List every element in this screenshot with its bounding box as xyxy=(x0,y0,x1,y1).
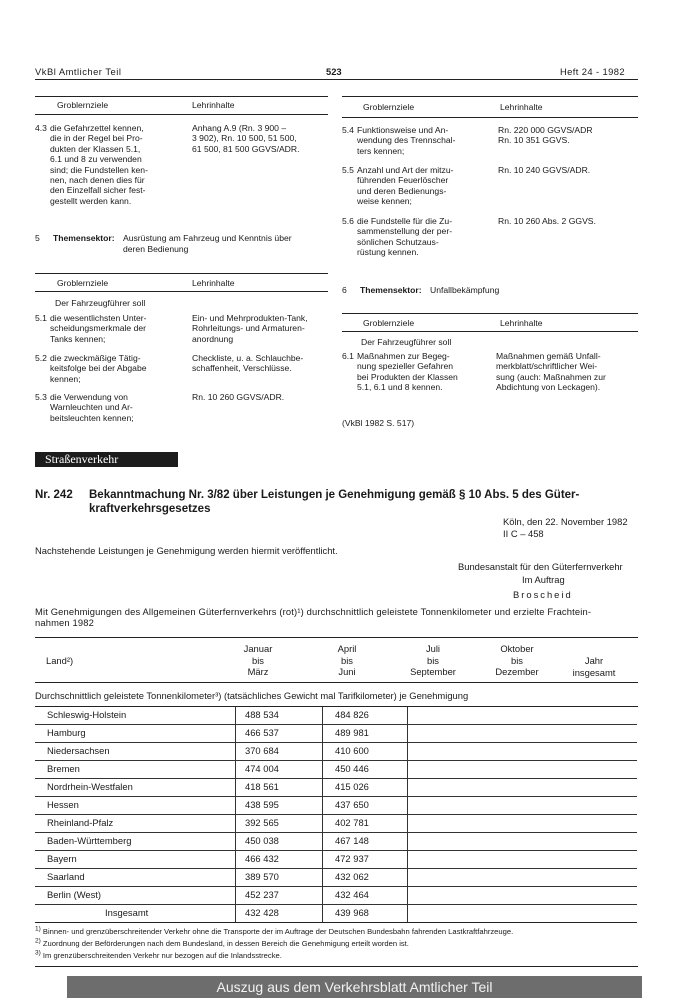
table-row xyxy=(35,887,637,905)
text-line: die in der Regel bei Pro- xyxy=(50,133,143,144)
text-line: nung spezieller Gefahren xyxy=(357,361,454,372)
column-divider xyxy=(322,869,323,886)
q2-cell: 415 026 xyxy=(335,781,369,792)
header-line: Januar xyxy=(243,643,273,654)
text-line: Anhang A.9 (Rn. 3 900 – xyxy=(192,123,287,133)
q1-cell: 370 684 xyxy=(245,745,279,756)
table-row xyxy=(35,797,637,815)
text-line: die Gefahrzettel kennen, xyxy=(50,123,144,133)
header-line: März xyxy=(247,666,269,677)
text-line: scheidungsmerkmale der xyxy=(50,323,147,334)
right2-head-inhalte: Lehrinhalte xyxy=(500,318,543,328)
text-line: Checkliste, u. a. Schlauchbe- xyxy=(192,353,304,363)
col-q2-header xyxy=(307,643,387,678)
item-4-3-content xyxy=(192,123,300,154)
right-head-ziele: Groblernziele xyxy=(363,102,415,112)
text-line: dukten der Klassen 5.1, xyxy=(50,143,141,154)
left-table-top-rule xyxy=(35,96,328,97)
notice-title-line: Bekanntmachung Nr. 3/82 über Leistungen je Genehmigung gemäß § 10 Abs. 5 des Güter- xyxy=(89,489,580,501)
text-line: Funktionsweise und An- xyxy=(357,125,449,135)
total-label: Insgesamt xyxy=(105,907,149,918)
q2-cell: 450 446 xyxy=(335,763,369,774)
land-cell: Baden-Württemberg xyxy=(47,835,132,846)
column-divider xyxy=(407,761,408,778)
item-number: 6 xyxy=(342,285,347,295)
column-divider xyxy=(322,797,323,814)
text-line: rüstung kennen. xyxy=(357,247,419,258)
column-divider xyxy=(322,707,323,724)
column-divider xyxy=(235,833,236,850)
text-line: Ein- und Mehrprodukten-Tank, xyxy=(192,313,308,323)
notice-title xyxy=(89,488,644,516)
text-line: sammenstellung der per- xyxy=(357,226,453,237)
col-year-header xyxy=(553,655,635,678)
table-section-label: Durchschnittlich geleistete Tonnenkilometer³) (tatsächliches Gewicht mal Tarifkilometer) je Genehmigung xyxy=(35,690,469,701)
item-number: 5.2 xyxy=(35,353,47,363)
notice-intro: Nachstehende Leistungen je Genehmigung werden hiermit veröffentlicht. xyxy=(35,545,338,556)
land-cell: Hessen xyxy=(47,799,79,810)
q1-cell: 452 237 xyxy=(245,889,279,900)
table-row xyxy=(35,779,637,797)
column-divider xyxy=(235,797,236,814)
footnote-text: Im grenzüberschreitenden Verkehr nur bezogen auf die Inlandsstrecke. xyxy=(42,951,282,960)
q2-cell: 437 650 xyxy=(335,799,369,810)
item-5-1-content xyxy=(192,313,308,344)
table-title-line: Mit Genehmigungen des Allgemeinen Güterfernverkehrs (rot)¹) durchschnittlich geleistete Tonnenkilometer und erzielte Frachtein- xyxy=(35,606,592,617)
column-divider xyxy=(407,725,408,742)
table-row xyxy=(35,869,637,887)
right-table-head-rule xyxy=(342,117,638,118)
text-line: bei Produkten der Klassen xyxy=(357,371,458,382)
col-q3-header xyxy=(392,643,474,678)
footer-rule xyxy=(35,966,638,967)
text-line: Abdichtung von Leckagen). xyxy=(496,382,601,393)
column-divider xyxy=(322,833,323,850)
item-number: 5.5 xyxy=(342,165,354,175)
text-line: sung (auch: Maßnahmen zur xyxy=(496,371,606,382)
item-number: 5.1 xyxy=(35,313,47,323)
column-divider xyxy=(235,815,236,832)
col-q4-header xyxy=(476,643,558,678)
table-title xyxy=(35,606,645,628)
text-line: 5.1, 6.1 und 8 kennen. xyxy=(357,382,443,393)
q1-cell: 474 004 xyxy=(245,763,279,774)
footnote-2: $^{2)}$ Zuordnung der Beförderungen nach dem Bundesland, in dessen Bereich die Genehmigung erteilt worden ist. xyxy=(35,937,409,948)
left2-head-inhalte: Lehrinhalte xyxy=(192,278,235,288)
footer-banner: Auszug aus dem Verkehrsblatt Amtlicher Teil xyxy=(67,976,642,998)
header-line: bis xyxy=(511,654,523,666)
land-cell: Niedersachsen xyxy=(47,745,110,756)
text-line: die Verwendung von xyxy=(50,392,128,402)
q2-cell: 484 826 xyxy=(335,709,369,720)
item-5-4-content xyxy=(498,125,593,146)
column-divider xyxy=(407,887,408,904)
footnote-1: $^{1)}$ Binnen- und grenzüberschreitender Verkehr ohne die Transporte der im Auftrage der Deutschen Bundesbahn fahrenden Lastkraftfahrzeuge. xyxy=(35,925,514,936)
text-line: keitsfolge bei der Abgabe xyxy=(50,363,147,374)
table-title-line: nahmen 1982 xyxy=(35,617,94,629)
column-divider xyxy=(322,905,323,922)
q2-cell: 467 148 xyxy=(335,835,369,846)
text-line: 61 500, 81 500 GGVS/ADR. xyxy=(192,143,300,154)
left-table2-top-rule xyxy=(35,273,328,274)
q2-cell: 432 062 xyxy=(335,871,369,882)
source-reference: (VkBl 1982 S. 517) xyxy=(342,418,415,428)
text-line: kennen; xyxy=(50,373,81,384)
text-line: Tanks kennen; xyxy=(50,333,106,344)
header-journal: VkBl Amtlicher Teil xyxy=(35,66,122,77)
item-6-1-content xyxy=(496,351,606,393)
text-line: anordnung xyxy=(192,333,234,344)
left2-head-ziele: Groblernziele xyxy=(57,278,109,288)
land-cell: Schleswig-Holstein xyxy=(47,709,127,720)
column-divider xyxy=(407,851,408,868)
column-divider xyxy=(322,887,323,904)
column-divider xyxy=(235,905,236,922)
item-number: 5 xyxy=(35,233,40,243)
right-head-inhalte: Lehrinhalte xyxy=(500,102,543,112)
land-cell: Berlin (West) xyxy=(47,889,102,900)
header-line: Oktober xyxy=(500,643,534,654)
column-divider xyxy=(322,851,323,868)
im-auftrag: Im Auftrag xyxy=(522,574,565,585)
q1-cell: 488 534 xyxy=(245,709,279,720)
q1-cell: 466 432 xyxy=(245,853,279,864)
right2-head-ziele: Groblernziele xyxy=(363,318,415,328)
land-cell: Saarland xyxy=(47,871,85,882)
text-line: nen, nach denen dies für xyxy=(50,175,145,186)
text-line: sönlichen Schutzaus- xyxy=(357,236,439,247)
right-table2-head-rule xyxy=(342,331,638,332)
text-line: die zweckmäßige Tätig- xyxy=(50,353,141,363)
table-row xyxy=(35,707,637,725)
notice-number: Nr. 242 xyxy=(35,489,73,501)
text-line: Rohrleitungs- und Armaturen- xyxy=(192,323,305,334)
q1-cell: 438 595 xyxy=(245,799,279,810)
header-line: Juli xyxy=(425,643,441,654)
text-line: den Einzelfall sicher fest- xyxy=(50,185,146,196)
item-5-3-content: Rn. 10 260 GGVS/ADR. xyxy=(192,392,285,402)
footnote-text: Binnen- und grenzüberschreitender Verkehr ohne die Transporte der im Auftrage der Deutschen Bundesbahn fahrenden Lastkraftfahrzeuge. xyxy=(42,927,514,936)
column-divider xyxy=(322,725,323,742)
text-line: Anzahl und Art der mitzu- xyxy=(357,165,454,175)
left-table2-head-rule xyxy=(35,291,328,292)
table-row xyxy=(35,725,637,743)
header-line: bis xyxy=(341,654,353,666)
item-5-6-content: Rn. 10 260 Abs. 2 GGVS. xyxy=(498,216,596,226)
text-line: beitsleuchten kennen; xyxy=(50,412,134,423)
header-issue: Heft 24 - 1982 xyxy=(560,66,626,77)
item-5-5-content: Rn. 10 240 GGVS/ADR. xyxy=(498,165,591,175)
table-row xyxy=(35,761,637,779)
text-line: merkblatt/schriftlicher Wei- xyxy=(496,361,598,372)
sektor-label: Themensektor: xyxy=(53,233,115,243)
text-line: führenden Feuerlöscher xyxy=(357,175,449,186)
total-q2-cell: 439 968 xyxy=(335,907,369,918)
signer: Broscheid xyxy=(513,589,573,600)
table-row xyxy=(35,743,637,761)
land-cell: Hamburg xyxy=(47,727,86,738)
left-table-head-rule xyxy=(35,114,328,115)
text-line: Rn. 10 351 GGVS. xyxy=(498,135,570,146)
text-line: Maßnahmen zur Begeg- xyxy=(357,351,450,361)
text-line: Rn. 220 000 GGVS/ADR xyxy=(498,125,593,135)
table-row xyxy=(35,851,637,869)
text-line: 3 902), Rn. 10 500, 51 500, xyxy=(192,133,297,144)
right-intro: Der Fahrzeugführer soll xyxy=(361,337,452,347)
header-line: Juni xyxy=(338,666,356,677)
column-divider xyxy=(407,833,408,850)
column-divider xyxy=(322,761,323,778)
total-q1-cell: 432 428 xyxy=(245,907,279,918)
land-cell: Bayern xyxy=(47,853,77,864)
sektor-label: Themensektor: xyxy=(360,285,422,295)
item-number: 5.4 xyxy=(342,125,354,135)
page-number: 523 xyxy=(326,66,342,77)
left-head-ziele: Groblernziele xyxy=(57,100,109,110)
header-line: April xyxy=(337,643,357,654)
item-number: 5.3 xyxy=(35,392,47,402)
right-table-top-rule xyxy=(342,96,638,97)
column-divider xyxy=(322,743,323,760)
q2-cell: 489 981 xyxy=(335,727,369,738)
text-line: Warnleuchten und Ar- xyxy=(50,402,133,413)
q1-cell: 450 038 xyxy=(245,835,279,846)
land-header: Land²) xyxy=(46,655,74,666)
header-line: Dezember xyxy=(495,666,539,677)
header-line: September xyxy=(410,666,456,677)
col-q1-header xyxy=(218,643,298,678)
authority: Bundesanstalt für den Güterfernverkehr xyxy=(458,561,623,572)
text-line: schaffenheit, Verschlüsse. xyxy=(192,363,292,374)
column-divider xyxy=(322,779,323,796)
land-cell: Rheinland-Pfalz xyxy=(47,817,114,828)
notice-place-date: Köln, den 22. November 1982 xyxy=(503,516,628,527)
item-number: 5.6 xyxy=(342,216,354,226)
notice-title-line: kraftverkehrsgesetzes xyxy=(89,503,211,515)
footnote-text: Zuordnung der Beförderungen nach dem Bundesland, in dessen Bereich die Genehmigung erteilt worden ist. xyxy=(42,939,409,948)
column-divider xyxy=(235,707,236,724)
table-total-row xyxy=(35,905,637,923)
header-rule xyxy=(35,79,638,80)
column-divider xyxy=(235,743,236,760)
notice-reference: II C – 458 xyxy=(503,528,544,539)
column-divider xyxy=(235,779,236,796)
column-divider xyxy=(235,851,236,868)
column-divider xyxy=(407,815,408,832)
q1-cell: 418 561 xyxy=(245,781,279,792)
header-line: Jahr xyxy=(584,655,604,666)
column-divider xyxy=(407,797,408,814)
column-divider xyxy=(235,887,236,904)
header-line: bis xyxy=(427,654,439,666)
column-divider xyxy=(235,761,236,778)
q1-cell: 466 537 xyxy=(245,727,279,738)
footnote-3: $^{3)}$ Im grenzüberschreitenden Verkehr nur bezogen auf die Inlandsstrecke. xyxy=(35,949,282,960)
column-divider xyxy=(235,869,236,886)
header-line: insgesamt xyxy=(572,666,616,678)
item-5-2-content xyxy=(192,353,303,374)
column-divider xyxy=(407,779,408,796)
table-top-rule xyxy=(35,637,638,638)
column-divider xyxy=(407,905,408,922)
text-line: die wesentlichsten Unter- xyxy=(50,313,147,323)
text-line: Maßnahmen gemäß Unfall- xyxy=(496,351,601,361)
q2-cell: 402 781 xyxy=(335,817,369,828)
text-line: und deren Bedienungs- xyxy=(357,185,447,196)
section-heading: Straßenverkehr xyxy=(35,452,178,467)
item-number: 4.3 xyxy=(35,123,47,133)
column-divider xyxy=(235,725,236,742)
land-cell: Bremen xyxy=(47,763,80,774)
land-cell: Nordrhein-Westfalen xyxy=(47,781,133,792)
column-divider xyxy=(407,707,408,724)
text-line: wendung des Trennschal- xyxy=(357,135,456,146)
text-line: ters kennen; xyxy=(357,145,405,156)
header-line: bis xyxy=(252,654,264,666)
left-intro: Der Fahrzeugführer soll xyxy=(55,298,146,308)
table-row xyxy=(35,815,637,833)
item-number: 6.1 xyxy=(342,351,354,361)
text-line: deren Bedienung xyxy=(123,244,189,254)
q2-cell: 472 937 xyxy=(335,853,369,864)
text-line: sind; die Fundstellen ken- xyxy=(50,164,148,175)
column-divider xyxy=(407,743,408,760)
text-line: gestellt werden kann. xyxy=(50,195,132,206)
table-head-rule xyxy=(35,682,638,683)
left-head-inhalte: Lehrinhalte xyxy=(192,100,235,110)
q1-cell: 392 565 xyxy=(245,817,279,828)
text-line: Unfallbekämpfung xyxy=(430,285,500,295)
text-line: weise kennen; xyxy=(357,196,412,207)
right-table2-top-rule xyxy=(342,313,638,314)
text-line: Ausrüstung am Fahrzeug und Kenntnis über xyxy=(123,233,292,243)
q2-cell: 410 600 xyxy=(335,745,369,756)
table-row xyxy=(35,833,637,851)
column-divider xyxy=(407,869,408,886)
column-divider xyxy=(322,815,323,832)
text-line: die Fundstelle für die Zu- xyxy=(357,216,453,226)
text-line: 6.1 und 8 zu verwenden xyxy=(50,154,142,165)
q2-cell: 432 464 xyxy=(335,889,369,900)
q1-cell: 389 570 xyxy=(245,871,279,882)
